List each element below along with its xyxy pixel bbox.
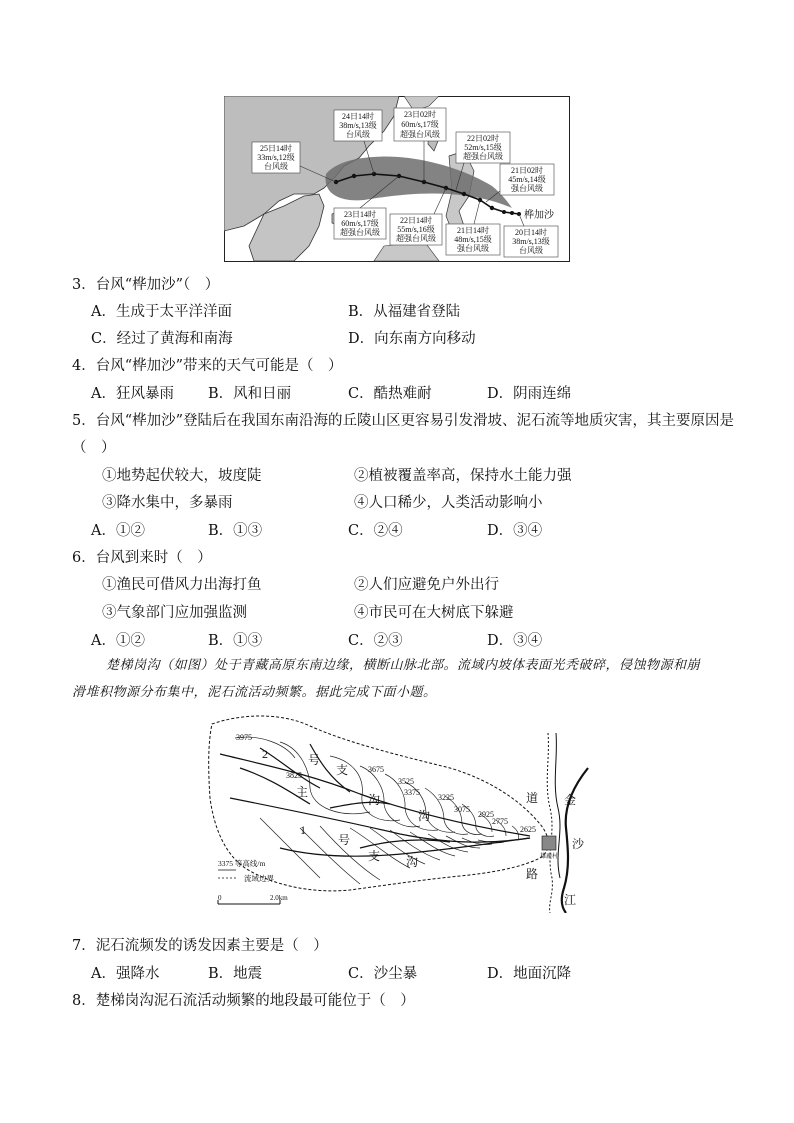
question-8-stem: 8．楚梯岗沟泥石流活动频繁的地段最可能位于（ ） (72, 993, 415, 1009)
svg-text:强台风级: 强台风级 (511, 184, 543, 193)
svg-text:2775: 2775 (492, 817, 508, 826)
svg-text:3375 等高线/m: 3375 等高线/m (218, 859, 266, 868)
label-23-02 (394, 108, 446, 141)
svg-text:21日02时: 21日02时 (511, 166, 543, 175)
svg-text:超强台风级: 超强台风级 (396, 234, 436, 243)
question-6-option-d[interactable]: D．③④ (487, 633, 543, 649)
svg-text:23日14时: 23日14时 (344, 210, 376, 219)
svg-text:超强台风级: 超强台风级 (463, 152, 503, 161)
svg-text:沟: 沟 (406, 855, 419, 869)
svg-text:52m/s,15级: 52m/s,15级 (464, 143, 502, 152)
svg-text:60m/s,17级: 60m/s,17级 (401, 120, 439, 129)
map-legend (218, 858, 274, 883)
label-21-14 (446, 224, 500, 255)
label-25-14 (252, 142, 300, 173)
question-5-statement-3: ③降水集中，多暴雨 (102, 495, 233, 511)
scale-bar (218, 894, 288, 904)
svg-text:道: 道 (526, 791, 539, 805)
passage-line-1: 楚梯岗沟（如图）处于青藏高原东南边缘，横断山脉北部。流域内坡体表面光秃破碎，侵蚀物源和崩 (106, 658, 701, 673)
question-4-option-a[interactable]: A．狂风暴雨 (91, 386, 174, 402)
svg-text:号: 号 (308, 753, 321, 767)
label-21-02 (500, 164, 554, 195)
svg-text:3075: 3075 (454, 805, 470, 814)
question-7-option-a[interactable]: A．强降水 (91, 966, 160, 982)
svg-text:沙: 沙 (572, 837, 585, 851)
question-4-option-b[interactable]: B．风和日丽 (208, 386, 292, 402)
svg-text:3375: 3375 (404, 788, 420, 797)
svg-text:3975: 3975 (236, 733, 252, 742)
svg-text:3825: 3825 (286, 771, 302, 780)
svg-text:21日14时: 21日14时 (457, 226, 489, 235)
svg-text:沟: 沟 (368, 793, 381, 807)
question-6-statement-3: ③气象部门应加强监测 (102, 605, 247, 621)
svg-text:1: 1 (300, 823, 306, 837)
question-3-option-a[interactable]: A．生成于太平洋洋面 (91, 304, 232, 320)
svg-text:38m/s,13级: 38m/s,13级 (512, 237, 550, 246)
svg-text:25日14时: 25日14时 (260, 144, 292, 153)
label-23-14 (334, 208, 386, 239)
question-7-option-d[interactable]: D．地面沉降 (487, 966, 572, 982)
svg-text:3225: 3225 (438, 793, 454, 802)
question-3-option-b[interactable]: B．从福建省登陆 (348, 304, 461, 320)
question-7-stem: 7．泥石流频发的诱发因素主要是（ ） (72, 938, 328, 954)
svg-text:超强台风级: 超强台风级 (400, 130, 440, 139)
question-5-statement-1: ①地势起伏较大，坡度陡 (102, 468, 262, 484)
label-24-14 (334, 110, 382, 141)
svg-text:2.0km: 2.0km (270, 894, 288, 902)
question-5-stem: 5．台风“桦加沙”登陆后在我国东南沿海的丘陵山区更容易引发滑坡、泥石流等地质灾害，其主要原因是 (72, 413, 735, 429)
svg-text:20日14时: 20日14时 (515, 228, 547, 237)
question-5-stem-paren: （ ） (72, 440, 116, 456)
svg-text:23日02时: 23日02时 (404, 110, 436, 119)
svg-text:3525: 3525 (398, 777, 414, 786)
svg-text:支: 支 (368, 849, 381, 863)
svg-text:22日02时: 22日02时 (467, 134, 499, 143)
svg-text:55m/s,16级: 55m/s,16级 (397, 225, 435, 234)
svg-text:金: 金 (564, 793, 577, 807)
svg-text:雄鹿村: 雄鹿村 (540, 854, 559, 860)
question-5-option-a[interactable]: A．①② (91, 523, 145, 539)
question-3-option-d[interactable]: D．向东南方向移动 (348, 331, 476, 347)
question-4-stem: 4．台风“桦加沙”带来的天气可能是（ ） (72, 358, 343, 374)
svg-text:0: 0 (218, 894, 222, 902)
debris-flow-basin-map (200, 708, 610, 913)
svg-text:流域边界: 流域边界 (244, 874, 274, 883)
label-22-14 (390, 214, 442, 245)
svg-text:支: 支 (336, 763, 349, 777)
svg-text:主: 主 (296, 785, 309, 799)
svg-text:45m/s,14级: 45m/s,14级 (508, 175, 546, 184)
question-6-option-b[interactable]: B．①③ (208, 633, 263, 649)
svg-text:江: 江 (564, 893, 577, 907)
passage-line-2: 滑堆积物源分布集中，泥石流活动频繁。据此完成下面小题。 (72, 685, 437, 700)
question-6-stem: 6．台风到来时（ ） (72, 550, 212, 566)
question-6-option-a[interactable]: A．①② (91, 633, 145, 649)
question-5-option-d[interactable]: D．③④ (487, 523, 543, 539)
svg-text:沟: 沟 (418, 809, 431, 823)
question-4-option-c[interactable]: C．酷热难耐 (348, 386, 432, 402)
question-5-statement-2: ②植被覆盖率高，保持水土能力强 (354, 468, 572, 484)
question-5-statement-4: ④人口稀少，人类活动影响小 (354, 495, 543, 511)
svg-text:3675: 3675 (368, 765, 384, 774)
question-6-statement-1: ①渔民可借风力出海打鱼 (102, 577, 262, 593)
question-3-stem: 3．台风“桦加沙”（ ） (72, 277, 220, 293)
svg-text:强台风级: 强台风级 (457, 244, 489, 253)
label-22-02 (456, 132, 510, 163)
question-6-statement-4: ④市民可在大树底下躲避 (354, 605, 514, 621)
svg-text:超强台风级: 超强台风级 (340, 228, 380, 237)
svg-text:48m/s,15级: 48m/s,15级 (454, 235, 492, 244)
label-20-14 (504, 226, 558, 257)
svg-text:2625: 2625 (520, 825, 536, 834)
svg-text:台风级: 台风级 (519, 246, 543, 255)
village-block (542, 836, 556, 850)
svg-text:台风级: 台风级 (264, 162, 288, 171)
svg-text:台风级: 台风级 (346, 130, 370, 139)
question-5-option-b[interactable]: B．①③ (208, 523, 263, 539)
question-3-option-c[interactable]: C．经过了黄海和南海 (91, 331, 233, 347)
svg-text:2925: 2925 (478, 810, 494, 819)
road (547, 733, 552, 913)
question-6-option-c[interactable]: C．②③ (348, 633, 403, 649)
svg-text:22日14时: 22日14时 (400, 216, 432, 225)
question-4-option-d[interactable]: D．阴雨连绵 (487, 386, 572, 402)
question-7-option-c[interactable]: C．沙尘暴 (348, 966, 418, 982)
typhoon-track-map (224, 96, 570, 262)
svg-text:号: 号 (338, 833, 351, 847)
question-7-option-b[interactable]: B．地震 (208, 966, 263, 982)
svg-text:24日14时: 24日14时 (342, 112, 374, 121)
svg-text:60m/s,17级: 60m/s,17级 (341, 219, 379, 228)
svg-text:33m/s,12级: 33m/s,12级 (257, 153, 295, 162)
svg-text:38m/s,13级: 38m/s,13级 (339, 121, 377, 130)
svg-text:2: 2 (262, 747, 268, 761)
question-5-option-c[interactable]: C．②④ (348, 523, 403, 539)
storm-name-label: 桦加沙 (524, 210, 554, 221)
svg-text:路: 路 (526, 867, 539, 881)
question-6-statement-2: ②人们应避免户外出行 (354, 577, 499, 593)
